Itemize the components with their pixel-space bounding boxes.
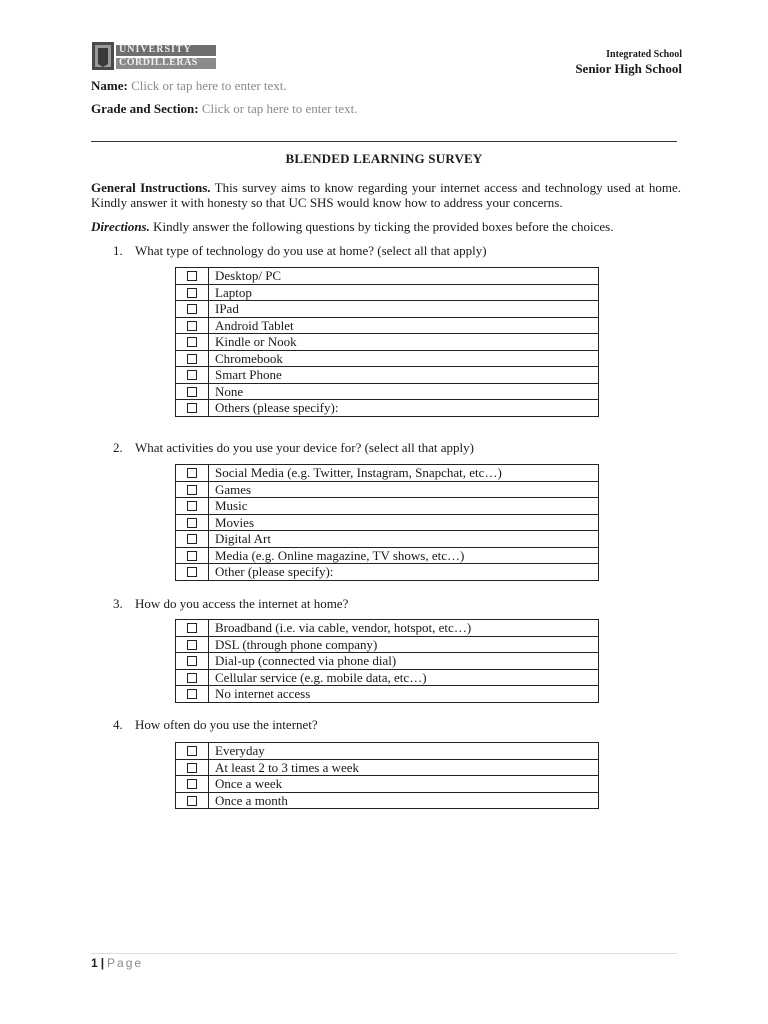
option-label: None — [209, 383, 599, 400]
checkbox-icon[interactable] — [187, 534, 197, 544]
header-divider — [91, 141, 677, 142]
question-text: What activities do you use your device for? (select all that apply) — [135, 440, 474, 455]
footer-separator: | — [100, 956, 105, 970]
page-footer — [91, 956, 143, 970]
option-label: No internet access — [209, 686, 599, 703]
option-row — [176, 350, 599, 367]
option-row — [176, 776, 599, 793]
instructions-label: General Instructions. — [91, 180, 211, 195]
general-instructions — [91, 180, 681, 210]
checkbox-icon[interactable] — [187, 796, 197, 806]
option-label: Laptop — [209, 284, 599, 301]
option-row — [176, 317, 599, 334]
school-name-bottom: Senior High School — [575, 61, 682, 76]
option-row — [176, 301, 599, 318]
option-row — [176, 465, 599, 482]
option-row — [176, 284, 599, 301]
option-row — [176, 547, 599, 564]
checkbox-icon[interactable] — [187, 271, 197, 281]
question-2 — [113, 440, 474, 456]
question-4 — [113, 717, 318, 733]
option-row — [176, 653, 599, 670]
option-row — [176, 792, 599, 809]
option-label: Once a week — [209, 776, 599, 793]
logo-text-bottom: CORDILLERAS — [119, 57, 198, 68]
option-label: Media (e.g. Online magazine, TV shows, etc…) — [209, 547, 599, 564]
page-number: 1 — [91, 956, 98, 970]
option-label: Broadband (i.e. via cable, vendor, hotspot, etc…) — [209, 620, 599, 637]
option-row — [176, 564, 599, 581]
option-label: DSL (through phone company) — [209, 636, 599, 653]
question-4-options — [175, 742, 599, 809]
option-label: Android Tablet — [209, 317, 599, 334]
checkbox-icon[interactable] — [187, 321, 197, 331]
question-1-options — [175, 267, 599, 417]
option-label: Games — [209, 481, 599, 498]
grade-section-field — [91, 101, 357, 117]
question-3-options — [175, 619, 599, 703]
option-row — [176, 481, 599, 498]
option-row — [176, 268, 599, 285]
option-label: Smart Phone — [209, 367, 599, 384]
checkbox-icon[interactable] — [187, 673, 197, 683]
option-row — [176, 759, 599, 776]
directions-label: Directions. — [91, 219, 150, 234]
checkbox-icon[interactable] — [187, 656, 197, 666]
option-label: Dial-up (connected via phone dial) — [209, 653, 599, 670]
directions — [91, 219, 681, 234]
grade-section-input[interactable]: Click or tap here to enter text. — [201, 101, 358, 116]
option-row — [176, 367, 599, 384]
checkbox-icon[interactable] — [187, 354, 197, 364]
checkbox-icon[interactable] — [187, 779, 197, 789]
grade-section-label: Grade and Section: — [91, 101, 199, 116]
name-field — [91, 78, 287, 94]
question-number: 1. — [113, 243, 123, 258]
option-label: Everyday — [209, 743, 599, 760]
option-label: IPad — [209, 301, 599, 318]
option-label: Other (please specify): — [209, 564, 599, 581]
checkbox-icon[interactable] — [187, 403, 197, 413]
question-text: What type of technology do you use at home? (select all that apply) — [135, 243, 487, 258]
option-row — [176, 743, 599, 760]
checkbox-icon[interactable] — [187, 304, 197, 314]
university-logo — [92, 40, 218, 72]
checkbox-icon[interactable] — [187, 518, 197, 528]
question-2-options — [175, 464, 599, 581]
name-input[interactable]: Click or tap here to enter text. — [131, 78, 287, 93]
directions-text: Kindly answer the following questions by ticking the provided boxes before the choices. — [149, 219, 614, 234]
checkbox-icon[interactable] — [187, 623, 197, 633]
question-text: How often do you use the internet? — [135, 717, 318, 732]
option-label: Digital Art — [209, 531, 599, 548]
option-row — [176, 334, 599, 351]
survey-title: BLENDED LEARNING SURVEY — [285, 151, 483, 166]
checkbox-icon[interactable] — [187, 387, 197, 397]
option-row — [176, 383, 599, 400]
option-label: Others (please specify): — [209, 400, 599, 417]
checkbox-icon[interactable] — [187, 468, 197, 478]
instructions-text: This survey aims to know regarding your internet access and technology used at home. Kindly answer it with honesty so that UC SHS would know how to address your concerns. — [91, 180, 681, 210]
checkbox-icon[interactable] — [187, 763, 197, 773]
page-label: Page — [107, 956, 144, 970]
name-label: Name: — [91, 78, 128, 93]
question-number: 2. — [113, 440, 123, 455]
question-number: 4. — [113, 717, 123, 732]
option-label: Once a month — [209, 792, 599, 809]
logo-text-top: UNIVERSITY — [119, 44, 192, 55]
question-text: How do you access the internet at home? — [135, 596, 349, 611]
checkbox-icon[interactable] — [187, 501, 197, 511]
option-row — [176, 620, 599, 637]
option-label: Music — [209, 498, 599, 515]
option-label: Kindle or Nook — [209, 334, 599, 351]
option-label: At least 2 to 3 times a week — [209, 759, 599, 776]
option-label: Movies — [209, 514, 599, 531]
option-label: Social Media (e.g. Twitter, Instagram, Snapchat, etc…) — [209, 465, 599, 482]
option-row — [176, 498, 599, 515]
option-label: Cellular service (e.g. mobile data, etc…) — [209, 669, 599, 686]
option-row — [176, 514, 599, 531]
option-row — [176, 686, 599, 703]
school-name-top: Integrated School — [606, 49, 682, 60]
option-row — [176, 636, 599, 653]
checkbox-icon[interactable] — [187, 746, 197, 756]
checkbox-icon[interactable] — [187, 640, 197, 650]
checkbox-icon[interactable] — [187, 337, 197, 347]
option-row — [176, 531, 599, 548]
checkbox-icon[interactable] — [187, 551, 197, 561]
checkbox-icon[interactable] — [187, 288, 197, 298]
checkbox-icon[interactable] — [187, 370, 197, 380]
footer-divider — [91, 953, 677, 954]
checkbox-icon[interactable] — [187, 567, 197, 577]
checkbox-icon[interactable] — [187, 689, 197, 699]
question-1 — [113, 243, 487, 259]
option-row — [176, 669, 599, 686]
question-number: 3. — [113, 596, 123, 611]
question-3 — [113, 596, 348, 612]
option-label: Chromebook — [209, 350, 599, 367]
option-row — [176, 400, 599, 417]
option-label: Desktop/ PC — [209, 268, 599, 285]
checkbox-icon[interactable] — [187, 485, 197, 495]
